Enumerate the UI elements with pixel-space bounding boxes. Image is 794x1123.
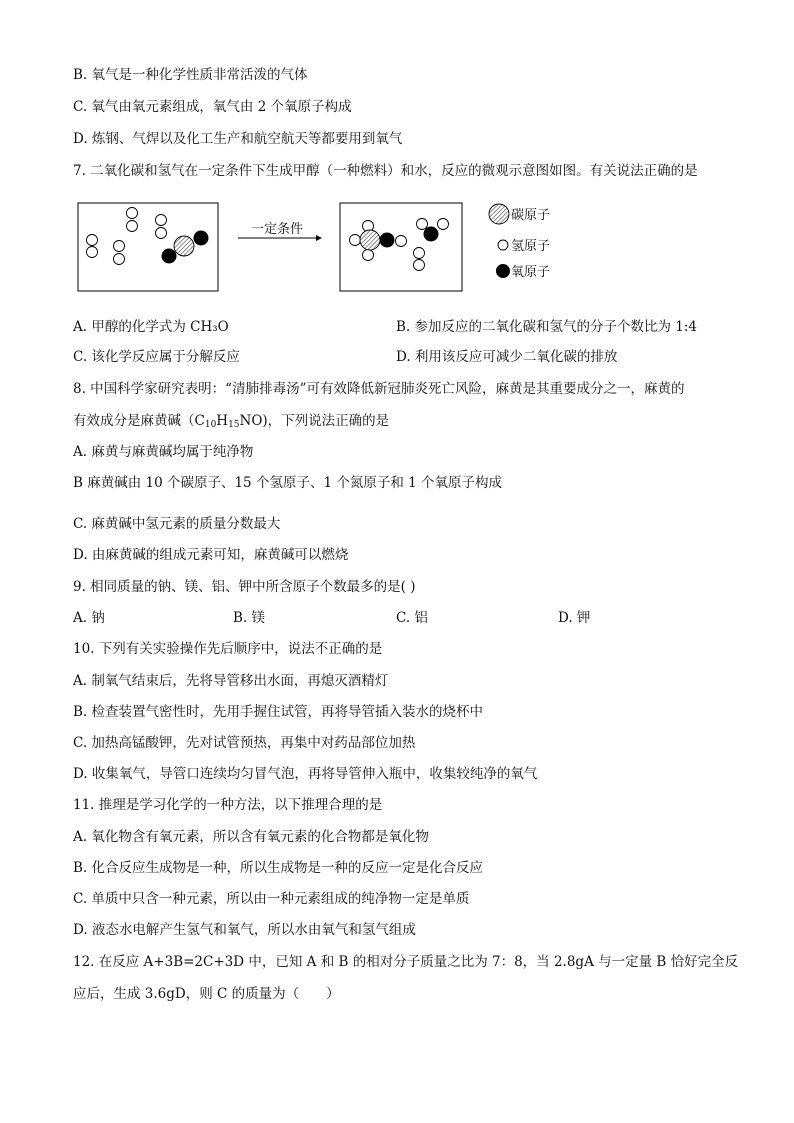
legend-oxygen-label: 氧原子 <box>511 265 551 280</box>
q8-stem-line1: 8. 中国科学家研究表明：“清肺排毒汤”可有效降低新冠肺炎死亡风险，麻黄是其重要成分之一，麻黄的 <box>73 381 685 397</box>
q8-option-a: A. 麻黄与麻黄碱均属于纯净物 <box>73 444 254 460</box>
hydrogen-atom <box>114 254 125 265</box>
q7-option-c: C. 该化学反应属于分解反应 <box>73 349 240 365</box>
q7-option-b: B. 参加反应的二氧化碳和氢气的分子个数比为 1:4 <box>396 319 698 335</box>
q11-option-a: A. 氧化物含有氧元素，所以含有氧元素的化合物都是氧化物 <box>73 829 429 845</box>
q10-option-a: A. 制氧气结束后，先将导管移出水面，再熄灭酒精灯 <box>73 673 389 689</box>
product-molecules <box>350 219 449 271</box>
q8-stem-line2: 有效成分是麻黄碱$(C_{10}H_{15}NO)$，下列说法正确的是 <box>73 413 390 430</box>
products-box <box>340 203 462 291</box>
oxygen-atom <box>162 249 177 264</box>
q9-option-c: C. 铝 <box>396 610 428 626</box>
q10-option-c: C. 加热高锰酸钾，先对试管预热，再集中对药品部位加热 <box>73 735 416 751</box>
q10-stem: 10. 下列有关实验操作先后顺序中，说法不正确的是 <box>73 641 383 657</box>
hydrogen-atom <box>414 248 425 259</box>
q9-stem: 9. 相同质量的钠、镁、铝、钾中所含原子个数最多的是( ) <box>73 579 416 595</box>
legend-carbon-swatch <box>489 204 509 224</box>
hydrogen-atom <box>156 228 167 239</box>
hydrogen-atom <box>87 235 98 246</box>
carbon-atom <box>174 236 194 256</box>
legend-carbon-label: 碳原子 <box>511 208 551 223</box>
q12-stem-line2: 应后，生成 3.6gD，则 C 的质量为（ ） <box>73 986 340 1002</box>
hydrogen-atom <box>363 250 374 261</box>
oxygen-atom <box>194 231 209 246</box>
hydrogen-atom <box>414 260 425 271</box>
q7-option-d: D. 利用该反应可减少二氧化碳的排放 <box>396 349 618 365</box>
q9-option-d: D. 钾 <box>558 610 591 626</box>
q11-option-b: B. 化合反应生成物是一种，所以生成物是一种的反应一定是化合反应 <box>73 860 484 876</box>
hydrogen-atom <box>127 208 138 219</box>
q6-option-c: C. 氧气由氧元素组成，氧气由 2 个氧原子构成 <box>73 99 352 115</box>
legend-hydrogen-swatch <box>498 240 508 250</box>
q6-option-d: D. 炼钢、气焊以及化工生产和航空航天等都要用到氧气 <box>73 131 403 147</box>
hydrogen-atom <box>156 215 167 226</box>
q8-option-b: B 麻黄碱由 10 个碳原子、15 个氢原子、1 个氮原子和 1 个氧原子构成 <box>73 475 502 491</box>
q11-stem: 11. 推理是学习化学的一种方法，以下推理合理的是 <box>73 797 383 813</box>
hydrogen-atom <box>417 219 428 230</box>
reactants-box <box>78 203 218 291</box>
q8-option-d: D. 由麻黄碱的组成元素可知，麻黄碱可以燃烧 <box>73 547 349 563</box>
reactant-molecules <box>87 208 209 265</box>
oxygen-atom <box>424 227 439 242</box>
hydrogen-atom <box>350 235 361 246</box>
q12-stem-line1: 12. 在反应 A+3B=2C+3D 中，已知 A 和 B 的相对分子质量之比为 7：8，当 2.8gA 与一定量 B 恰好完全反 <box>73 954 739 970</box>
hydrogen-atom <box>87 247 98 258</box>
legend <box>489 204 550 280</box>
q10-option-b: B. 检查装置气密性时，先用手握住试管，再将导管插入装水的烧杯中 <box>73 704 484 720</box>
q10-option-d: D. 收集氧气，导管口连续均匀冒气泡，再将导管伸入瓶中，收集较纯净的氧气 <box>73 766 538 782</box>
hydrogen-atom <box>438 219 449 230</box>
q9-option-b: B. 镁 <box>233 610 266 626</box>
q6-option-b: B. 氧气是一种化学性质非常活泼的气体 <box>73 67 308 83</box>
legend-hydrogen-label: 氢原子 <box>511 239 551 254</box>
q7-option-a: A. 甲醇的化学式为 CH₃O <box>73 319 229 335</box>
oxygen-atom <box>380 233 395 248</box>
reaction-condition: 一定条件 <box>250 222 304 237</box>
q8-option-c: C. 麻黄碱中氢元素的质量分数最大 <box>73 516 281 532</box>
legend-oxygen-swatch <box>496 264 510 278</box>
carbon-atom <box>360 230 380 250</box>
reaction-diagram <box>70 195 570 300</box>
hydrogen-atom <box>396 236 407 247</box>
hydrogen-atom <box>114 241 125 252</box>
q7-stem: 7. 二氧化碳和氢气在一定条件下生成甲醇（一种燃料）和水，反应的微观示意图如图。有关说法正确的是 <box>73 163 698 179</box>
q11-option-d: D. 液态水电解产生氢气和氧气，所以水由氧气和氢气组成 <box>73 922 416 938</box>
q11-option-c: C. 单质中只含一种元素，所以由一种元素组成的纯净物一定是单质 <box>73 891 470 907</box>
hydrogen-atom <box>127 221 138 232</box>
q9-option-a: A. 钠 <box>73 610 105 626</box>
